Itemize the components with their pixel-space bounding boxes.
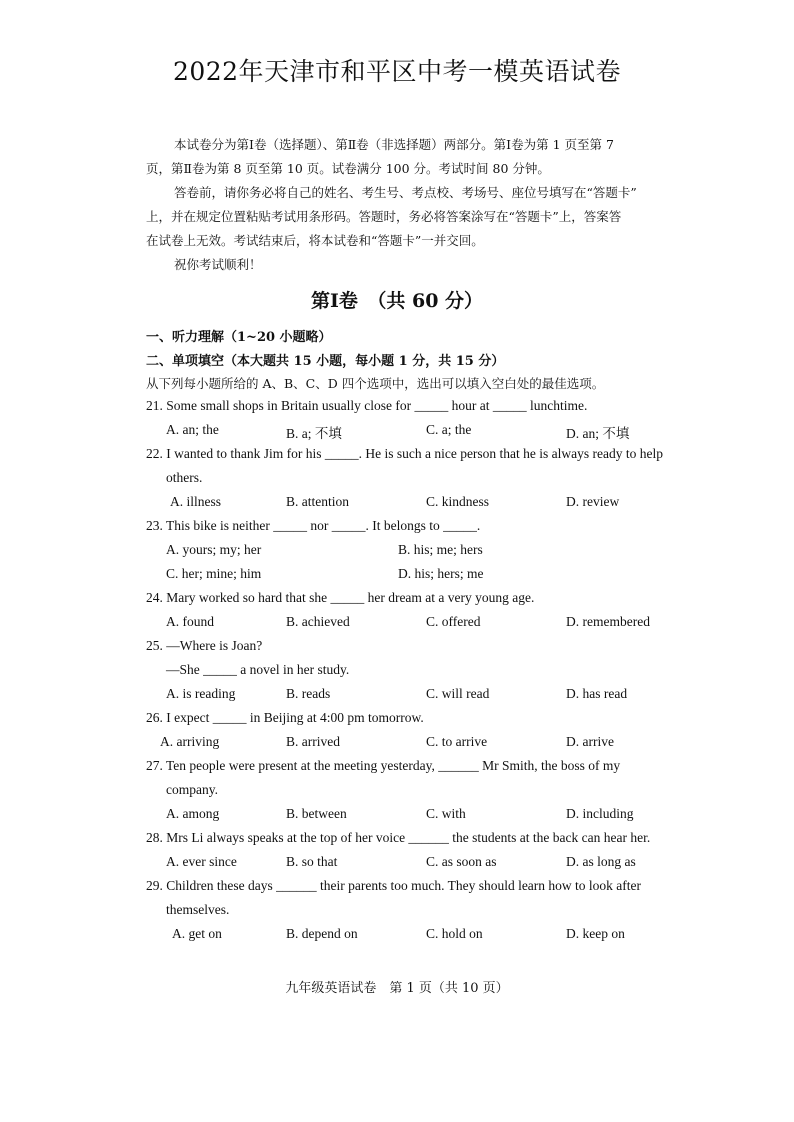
instruction-line: 本试卷分为第Ⅰ卷（选择题）、第Ⅱ卷（非选择题）两部分。第Ⅰ卷为第 1 页至第 7 [174,137,614,152]
question-21-option-c: C. a; the [426,422,472,437]
question-25-option-a: A. is reading [166,686,236,701]
question-22-stem-line-1: 22. I wanted to thank Jim for his _____. He is such a nice person that he is always ready to help [146,446,664,461]
question-21-stem: 21. Some small shops in Britain usually close for _____ hour at _____ lunchtime. [146,398,588,413]
good-luck-line: 祝你考试顺利！ [174,257,262,272]
question-27-option-d: D. including [566,806,634,821]
question-26-option-a: A. arriving [160,734,220,749]
question-29-option-d: D. keep on [566,926,625,941]
question-23-option-c: C. her; mine; him [166,566,262,581]
instructions-paragraph-2 [146,181,690,253]
section-description: 从下列每小题所给的 A、B、C、D 四个选项中，选出可以填入空白处的最佳选项。 [146,376,605,391]
question-22-option-d: D. review [566,494,620,509]
question-22-option-c: C. kindness [426,494,490,509]
question-25-option-d: D. has read [566,686,628,701]
question-24-stem: 24. Mary worked so hard that she _____ her dream at a very young age. [146,590,535,605]
question-25-stem-line-2: —She _____ a novel in her study. [166,662,350,677]
part-title: 第Ⅰ卷 （共 60 分） [310,290,484,312]
instructions-paragraph-3 [146,253,690,277]
question-26-option-d: D. arrive [566,734,614,749]
question-21-option-b: B. a; 不填 [286,426,342,441]
question-28-stem: 28. Mrs Li always speaks at the top of her voice ______ the students at the back can hear her. [146,830,651,845]
question-26-option-c: C. to arrive [426,734,488,749]
question-21-option-d: D. an; 不填 [566,426,630,441]
question-27-option-c: C. with [426,806,466,821]
exam-title: 2022年天津市和平区中考一模英语试卷 [172,57,622,86]
instructions-paragraph-1 [146,133,690,181]
question-23-stem: 23. This bike is neither _____ nor _____. It belongs to _____. [146,518,481,533]
instruction-line: 答卷前，请你务必将自己的姓名、考生号、考点校、考场号、座位号填写在“答题卡” [174,185,637,200]
question-22-option-a: A. illness [170,494,222,509]
question-23-option-b: B. his; me; hers [398,542,483,557]
question-25-option-c: C. will read [426,686,490,701]
question-24-option-c: C. offered [426,614,481,629]
section-heading-single-choice: 二、单项填空（本大题共 15 小题，每小题 1 分，共 15 分） [146,354,505,369]
question-29-stem-line-2: themselves. [166,902,230,917]
question-28-option-a: A. ever since [166,854,237,869]
question-25-option-b: B. reads [286,686,331,701]
question-25-stem-line-1: 25. —Where is Joan? [146,638,263,653]
question-21-option-a: A. an; the [166,422,219,437]
question-24-option-a: A. found [166,614,214,629]
question-26-stem: 26. I expect _____ in Beijing at 4:00 pm tomorrow. [146,710,424,725]
question-23-option-a: A. yours; my; her [166,542,262,557]
question-29-stem-line-1: 29. Children these days ______ their parents too much. They should learn how to look after [146,878,642,893]
question-29-option-a: A. get on [172,926,222,941]
section-heading-listening: 一、听力理解（1~20 小题略） [146,330,332,345]
question-24-option-b: B. achieved [286,614,350,629]
question-28-option-d: D. as long as [566,854,636,869]
question-29-option-b: B. depend on [286,926,358,941]
page-footer: 九年级英语试卷 第 1 页（共 10 页） [285,981,509,996]
question-27-option-a: A. among [166,806,220,821]
question-24-option-d: D. remembered [566,614,650,629]
question-28-option-c: C. as soon as [426,854,497,869]
question-28-option-b: B. so that [286,854,338,869]
question-26-option-b: B. arrived [286,734,340,749]
question-22-option-b: B. attention [286,494,349,509]
question-23-option-d: D. his; hers; me [398,566,484,581]
question-27-option-b: B. between [286,806,347,821]
question-22-stem-line-2: others. [166,470,203,485]
instruction-line: 在试卷上无效。考试结束后，将本试卷和“答题卡”一并交回。 [146,233,484,248]
instruction-line: 上，并在规定位置粘贴考试用条形码。答题时，务必将答案涂写在“答题卡”上，答案答 [146,209,622,224]
instruction-line: 页，第Ⅱ卷为第 8 页至第 10 页。试卷满分 100 分。考试时间 80 分钟。 [146,161,550,176]
question-29-option-c: C. hold on [426,926,483,941]
question-27-stem-line-2: company. [166,782,218,797]
question-27-stem-line-1: 27. Ten people were present at the meeting yesterday, ______ Mr Smith, the boss of my [146,758,621,773]
